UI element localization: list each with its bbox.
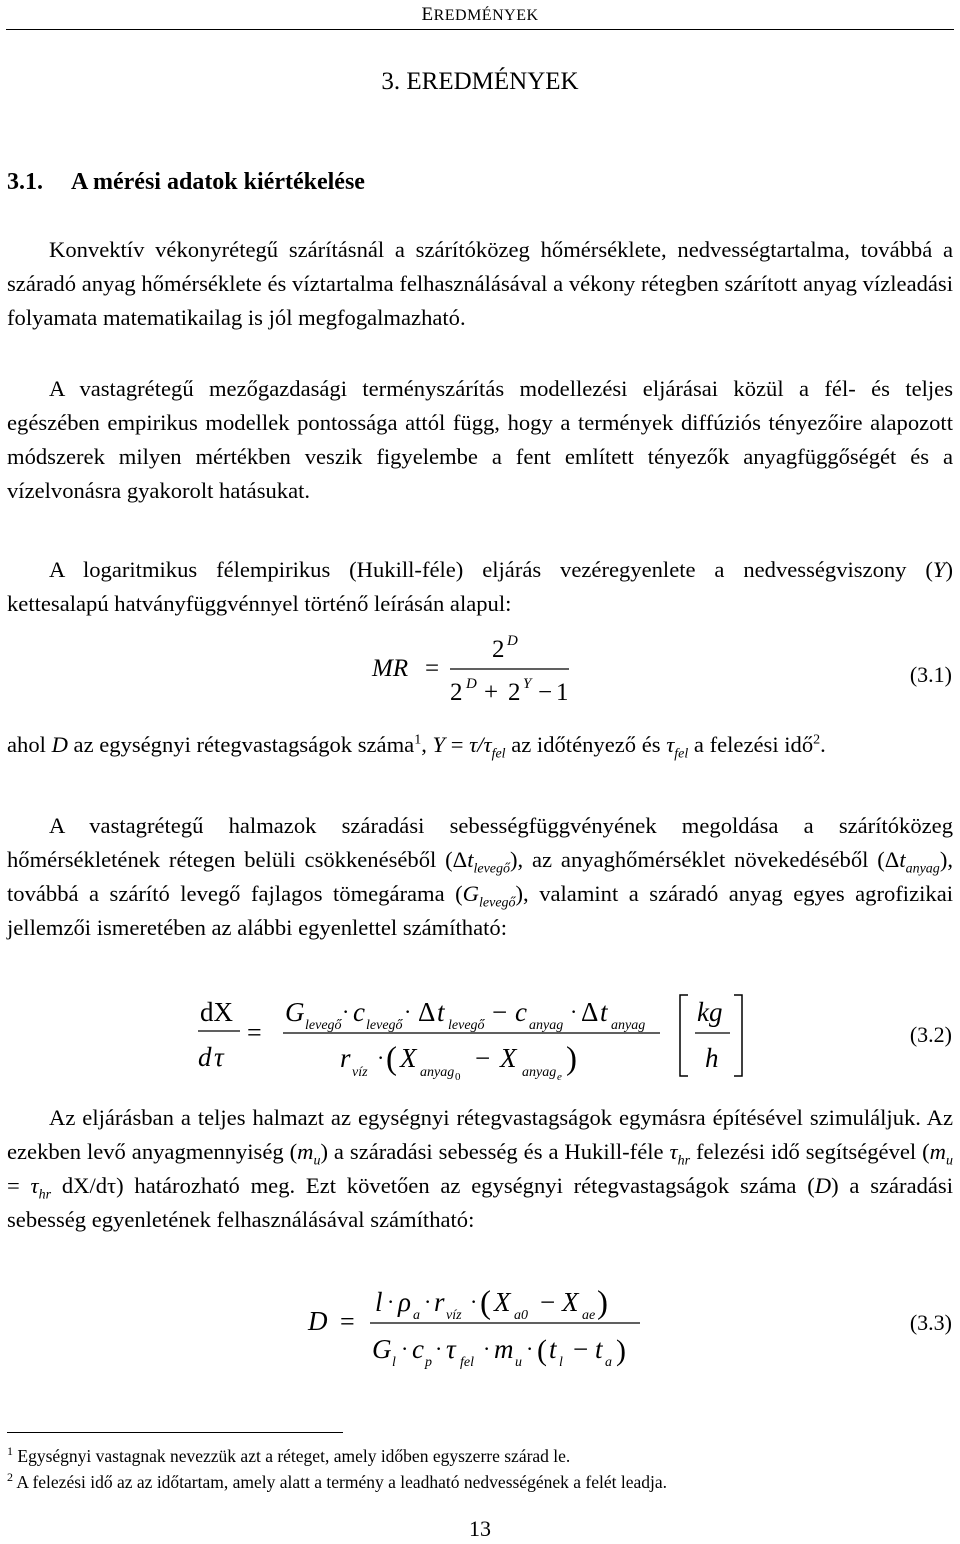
equation-3-3 <box>300 1276 680 1372</box>
eq1-number: (3.1) <box>909 662 952 687</box>
eq2-sub-e: e <box>557 1071 562 1083</box>
eq3-l-1: l <box>375 1287 383 1317</box>
eq2-sub-anyag-4: anyag <box>522 1065 557 1080</box>
eq1-den-b: 2 <box>508 679 521 706</box>
eq3-sub-u: u <box>515 1355 522 1370</box>
eq1-den-a: 2 <box>450 679 463 706</box>
eq2-delta-2: Δ <box>581 997 599 1027</box>
eq3-sub-a-2: a <box>605 1355 612 1370</box>
eq2-equals: = <box>247 1018 262 1047</box>
eq2-sub-levego-2: levegő <box>366 1018 403 1033</box>
section-number: 3.1. <box>7 169 43 195</box>
section-title: A mérési adatok kiértékelése <box>71 169 365 195</box>
eq3-number: (3.3) <box>909 1310 952 1335</box>
paragraph-2: A vastagrétegű mezőgazdasági terményszárítás modellezési eljárásai közül a fél- és teljes egészében empirikus modellek pontossága attól függ, hogy a termények diffúziós tényezőire alapozott módszerek milyen mértékben veszik figyelembe a fent említett tényezők anyagfüggőségét és a vízelvonásra gyakorolt hatásukat. <box>7 376 953 503</box>
eq1-lhs: MR <box>372 655 409 682</box>
eq3-X-1: X <box>494 1287 511 1317</box>
eq2-dot-1: · <box>342 999 350 1024</box>
eq3-rparen-2: ) <box>616 1334 626 1367</box>
eq2-d: d <box>198 1042 212 1072</box>
eq2-dot-2: · <box>404 999 412 1024</box>
running-head-rest: REDMÉNYEK <box>433 7 539 24</box>
eq2-dx: dX <box>200 997 233 1027</box>
eq1-num-exp: D <box>507 633 518 649</box>
eq3-sub-l-1: l <box>392 1355 396 1370</box>
eq3-dot-4: · <box>401 1336 409 1361</box>
eq3-dot-3: · <box>470 1289 478 1314</box>
paragraph-6: Az eljárásban a teljes halmazt az egységnyi rétegvastagságok egymásra építésével szimuláljuk. Az ezekben levő anyagmennyiség $(m_u)$ a száradási sebesség és a Hukill-féle $\tau_{hr}$ felezési idő segítségével ($m_u = \tau_{hr}$ dX/dτ) határozható meg. Ezt követően az egységnyi rétegvastagságok száma (D) a száradási sebesség egyenletének felhasználásával számítható: <box>7 1105 954 1232</box>
eq3-minus-1: − <box>540 1287 556 1317</box>
eq1-num-base: 2 <box>492 636 505 663</box>
chapter-title: 3. EREDMÉNYEK <box>381 68 579 95</box>
eq2-sub-levego-1: levegő <box>305 1018 342 1033</box>
paragraph-5: A vastagrétegű halmazok száradási sebességfüggvényének megoldása a szárítóközeg hőmérsékletének rétegen belüli csökkenéséből $(\Delta t_{levegő})$, az anyaghőmérséklet növekedéséből $(\Delta t_{anyag})$, továbbá a szárító levegő fajlagos tömegárama $(G_{levegő})$, valamint a száradó anyag egyes agrofizikai jellemzői ismeretében az alábbi egyenlettel számítható: <box>7 813 953 940</box>
eq2-sub-anyag-3: anyag <box>420 1065 455 1080</box>
eq3-dot-6: · <box>483 1336 491 1361</box>
eq2-dot-3: · <box>570 999 578 1024</box>
footnote-2: $^2$ A felezési idő az az időtartam, amely alatt a termény a leadható nedvességének a felét leadja. <box>7 1470 667 1492</box>
eq3-sub-a-1: a <box>413 1308 420 1323</box>
section-heading <box>7 169 365 196</box>
eq2-X-1: X <box>400 1043 417 1073</box>
eq1-plus: + <box>484 679 499 706</box>
eq2-unit-h: h <box>705 1043 719 1073</box>
footnote-rule <box>7 1432 343 1433</box>
paragraph-3: A logaritmikus félempirikus (Hukill-féle) eljárás vezéregyenlete a nedvességviszony (Y) kettesalapú hatványfüggvénnyel történő leírásán alapul: <box>7 557 953 616</box>
eq3-lparen-1: ( <box>480 1285 491 1321</box>
eq2-unit-kg: kg <box>697 997 723 1027</box>
eq3-t-2: t <box>595 1334 603 1364</box>
footnote-ref-2: 2 <box>813 732 821 748</box>
eq2-number: (3.2) <box>909 1022 952 1047</box>
running-head-initial: E <box>421 4 434 25</box>
eq3-dot-7: · <box>526 1336 534 1361</box>
eq2-left-bracket <box>680 995 688 1076</box>
eq2-sub-levego-3: levegő <box>448 1018 485 1033</box>
eq3-c: c <box>412 1334 424 1364</box>
page-number: 13 <box>469 1516 491 1541</box>
eq2-right-bracket <box>734 995 742 1076</box>
eq2-c-1: c <box>353 997 365 1027</box>
eq2-lparen: ( <box>386 1041 397 1077</box>
eq3-sub-ae: ae <box>582 1308 596 1323</box>
eq3-lparen-2: ( <box>537 1334 547 1367</box>
eq1-minus: − <box>538 679 553 706</box>
eq3-rho: ρ <box>398 1287 411 1317</box>
eq3-sub-l-2: l <box>559 1355 563 1370</box>
eq3-r: r <box>434 1287 445 1317</box>
eq2-r: r <box>340 1043 351 1073</box>
eq3-sub-viz: víz <box>446 1308 462 1323</box>
eq2-dot-4: · <box>377 1045 385 1070</box>
eq3-sub-a0: a0 <box>514 1308 528 1323</box>
eq3-tau: τ <box>446 1334 456 1364</box>
eq2-t-2: t <box>600 997 608 1027</box>
eq3-X-2: X <box>562 1287 579 1317</box>
eq1-den-a-exp: D <box>466 676 477 692</box>
header-rule <box>6 29 954 30</box>
paragraph-4: ahol D az egységnyi rétegvastagságok száma$^1$, $Y = \tau/\tau_{fel}$ az időtényező és $\tau_{fel}$ a felezési idő$^2$. <box>7 732 826 762</box>
eq2-sub-viz: víz <box>352 1065 368 1080</box>
eq2-rparen: ) <box>566 1041 577 1077</box>
eq3-sub-fel: fel <box>460 1355 474 1370</box>
eq3-rparen-1: ) <box>597 1285 608 1321</box>
eq2-G: G <box>285 997 305 1027</box>
eq2-sub-0: 0 <box>455 1071 461 1083</box>
eq3-minus-2: − <box>573 1334 589 1364</box>
eq3-m: m <box>494 1334 514 1364</box>
footnote-ref-1: 1 <box>414 732 422 748</box>
equation-3-1 <box>360 630 600 710</box>
eq3-G: G <box>372 1334 392 1364</box>
eq3-dot-2: · <box>424 1289 432 1314</box>
eq2-minus-2: − <box>475 1043 491 1073</box>
eq3-dot-5: · <box>435 1336 443 1361</box>
eq3-sub-p: p <box>425 1355 432 1370</box>
footnote-1: $^1$ Egységnyi vastagnak nevezzük azt a réteget, amely időben egyszerre szárad le. <box>7 1444 571 1466</box>
eq2-c-2: c <box>515 997 527 1027</box>
eq2-sub-anyag-2: anyag <box>611 1018 646 1033</box>
eq1-one: 1 <box>556 679 569 706</box>
eq3-lhs: D <box>308 1306 328 1336</box>
eq2-delta-1: Δ <box>418 997 436 1027</box>
eq2-X-2: X <box>500 1043 517 1073</box>
eq3-t-1: t <box>549 1334 557 1364</box>
equation-3-2 <box>190 988 770 1084</box>
running-head <box>0 4 960 26</box>
paragraph-1: Konvektív vékonyrétegű szárításnál a szárítóközeg hőmérséklete, nedvességtartalma, továbbá a száradó anyag hőmérséklete és víztartalma felhasználásával a vékony rétegben szárított anyag vízleadási folyamata matematikailag is jól megfogalmazható. <box>7 237 953 330</box>
eq3-dot-1: · <box>387 1289 395 1314</box>
eq2-sub-anyag-1: anyag <box>529 1018 564 1033</box>
eq3-equals: = <box>340 1307 355 1336</box>
eq1-equals: = <box>425 655 440 682</box>
eq2-minus-1: − <box>492 997 508 1027</box>
eq1-den-b-exp: Y <box>523 676 532 692</box>
eq2-tau: τ <box>214 1042 224 1072</box>
eq2-t-1: t <box>437 997 445 1027</box>
